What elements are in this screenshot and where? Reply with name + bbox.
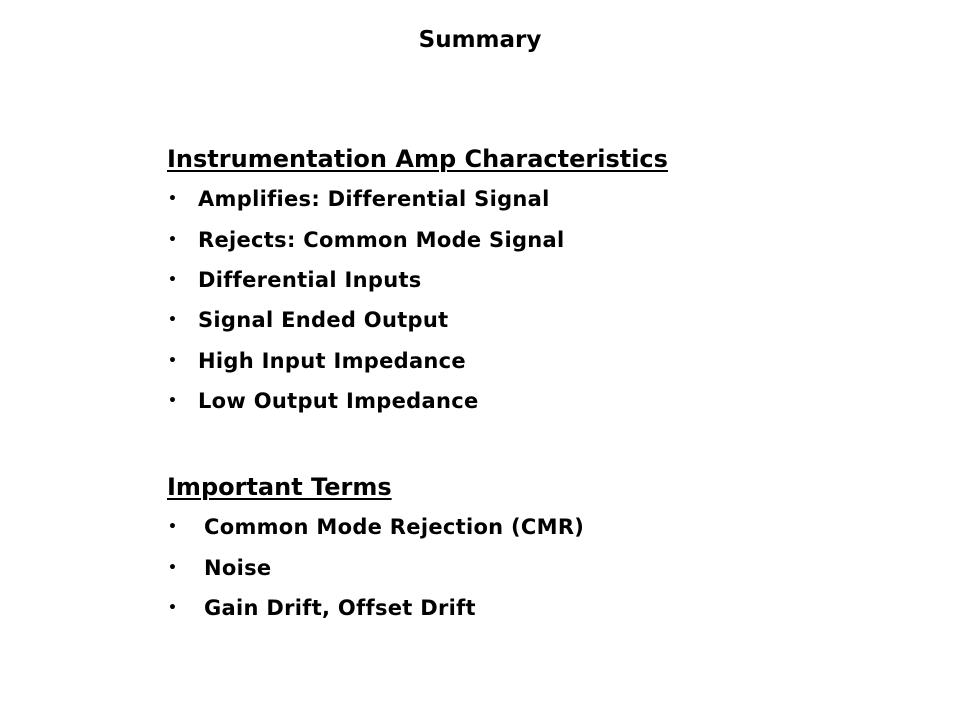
list-item [167,300,867,340]
slide-title: Summary [418,27,542,53]
list-item [167,219,867,259]
list-item-text: Gain Drift, Offset Drift [204,595,476,620]
list-item [167,260,867,300]
section-important-terms [167,471,867,628]
bullet-icon: • [168,559,177,576]
list-item-text: High Input Impedance [198,348,466,373]
bullet-list [167,179,867,421]
list-item [167,341,867,381]
bullet-icon: • [168,271,177,288]
list-item-text: Rejects: Common Mode Signal [198,227,565,252]
list-item [167,381,867,421]
bullet-icon: • [168,191,177,208]
section-characteristics [167,143,867,421]
bullet-list [167,507,867,628]
bullet-icon: • [168,519,177,536]
list-item-text: Low Output Impedance [198,389,479,414]
list-item-text: Noise [204,555,272,580]
list-item-text: Amplifies: Differential Signal [198,187,550,212]
bullet-icon: • [168,312,177,329]
bullet-icon: • [168,352,177,369]
list-item [167,588,867,628]
list-item [167,179,867,219]
section-heading: Instrumentation Amp Characteristics [167,145,668,173]
bullet-icon: • [168,599,177,616]
list-item [167,507,867,547]
list-item [167,547,867,587]
list-item-text: Signal Ended Output [198,308,449,333]
bullet-icon: • [168,393,177,410]
list-item-text: Differential Inputs [198,267,422,292]
section-heading: Important Terms [167,473,392,501]
list-item-text: Common Mode Rejection (CMR) [204,515,585,540]
bullet-icon: • [168,231,177,248]
